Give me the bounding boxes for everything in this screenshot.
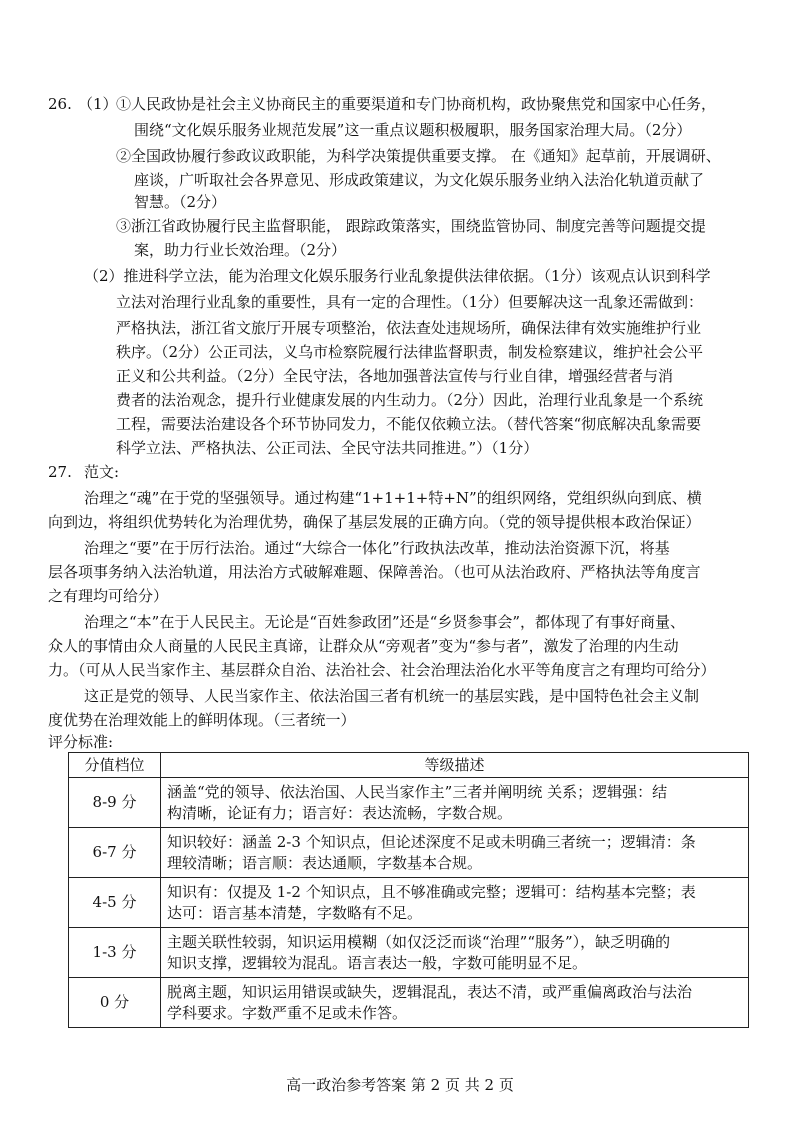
- q26-2-line1: （2）推进科学立法，能为治理文化娱乐服务行业乱象提供法律依据。（1分）该观点认识到科学: [84, 267, 711, 285]
- q26-2-line3: 严格执法，浙江省文旅厅开展专项整治，依法查处违规场所，确保法律有效实施维护行业: [116, 319, 702, 337]
- table-row: [69, 778, 749, 828]
- q27-para3-line1: 治理之“本”在于人民民主。无论是“百姓参政团”还是“乡贤参事会”，都体现了有事好商量、: [84, 613, 686, 631]
- q27-para2-line3: 之有理均可给分）: [48, 587, 169, 605]
- table-row: [69, 828, 749, 878]
- desc-cell: [161, 878, 749, 928]
- desc-line: 主题关联性较弱，知识运用模糊（如仅泛泛而谈“治理”“服务”），缺乏明确的: [167, 932, 671, 951]
- score-cell: 6-7 分: [69, 828, 161, 878]
- q27-para2-line1: 治理之“要”在于厉行法治。通过“大综合一体化”行政执法改革，推动法治资源下沉，将基: [84, 539, 670, 557]
- q26-2-line5: 正义和公共利益。（2分）全民守法，各地加强普法宣传与行业自律，增强经营者与消: [116, 367, 674, 385]
- scoring-table: [68, 752, 749, 1028]
- q26-1-item3-line2: 案，助力行业长效治理。（2分）: [134, 241, 347, 259]
- q27-heading: 范文:: [84, 463, 120, 481]
- q26-1-item2-line2: 座谈，广听取社会各界意见、形成政策建议，为文化娱乐服务业纳入法治化轨道贡献了: [134, 171, 705, 189]
- desc-cell: [161, 778, 749, 828]
- q26-1-item3-line1: ③浙江省政协履行民主监督职能， 跟踪政策落实，围绕监管协同、制度完善等问题提交提: [116, 217, 706, 235]
- q26-2-line7: 工程，需要法治建设各个环节协同发力，不能仅依赖立法。（替代答案“彻底解决乱象需要: [116, 415, 702, 433]
- desc-line: 构清晰，论证有力；语言好：表达流畅，字数合规。: [167, 803, 513, 822]
- q27-para3-line3: 力。（可从人民当家作主、基层群众自治、法治社会、社会治理法治化水平等角度言之有理均可给分）: [48, 661, 716, 679]
- table-header-score: 分值档位: [69, 753, 161, 778]
- q26-part1-label: （1）: [78, 95, 118, 113]
- q27-para3-line2: 众人的事情由众人商量的人民民主真谛，让群众从“旁观者”变为“参与者”，激发了治理的内生动: [48, 637, 679, 655]
- table-row: [69, 928, 749, 978]
- desc-line: 学科要求。字数严重不足或未作答。: [167, 1003, 408, 1022]
- score-cell: 8-9 分: [69, 778, 161, 828]
- q27-para1-line1: 治理之“魂”在于党的坚强领导。通过构建“1+1+1+特+N”的组织网络，党组织纵向到底、横: [84, 489, 702, 507]
- page-footer: 高一政治参考答案 第 2 页 共 2 页: [286, 1076, 514, 1094]
- q26-2-line6: 费者的法治观念，提升行业健康发展的内生动力。（2分）因此，治理行业乱象是一个系统: [116, 391, 704, 409]
- q27-number: 27.: [48, 463, 72, 481]
- q27-para4-line2: 度优势在治理效能上的鲜明体现。（三者统一）: [48, 711, 356, 729]
- q26-2-line2: 立法对治理行业乱象的重要性，具有一定的合理性。（1分）但要解决这一乱象还需做到：: [116, 293, 704, 311]
- table-row: [69, 978, 749, 1028]
- desc-line: 知识较好：涵盖 2-3 个知识点，但论述深度不足或未明确三者统一；逻辑清：条: [167, 832, 696, 851]
- q27-para1-line2: 向到边，将组织优势转化为治理优势，确保了基层发展的正确方向。（党的领导提供根本政治保证）: [48, 513, 701, 531]
- table-header-row: [69, 753, 749, 778]
- q26-2-line4: 秩序。（2分）公正司法，义乌市检察院履行法律监督职责，制发检察建议，维护社会公平: [116, 343, 704, 361]
- table-row: [69, 878, 749, 928]
- q26-number: 26.: [48, 95, 72, 113]
- desc-cell: [161, 828, 749, 878]
- score-cell: 1-3 分: [69, 928, 161, 978]
- score-cell: 4-5 分: [69, 878, 161, 928]
- desc-line: 理较清晰；语言顺：表达通顺，字数基本合规。: [167, 853, 483, 872]
- desc-cell: [161, 928, 749, 978]
- desc-line: 达可：语言基本清楚，字数略有不足。: [167, 903, 423, 922]
- desc-cell: [161, 978, 749, 1028]
- q26-1-item2-line1: ②全国政协履行参政议政职能，为科学决策提供重要支撑。 在《通知》起草前，开展调研、: [116, 147, 721, 165]
- desc-line: 涵盖“党的领导、依法治国、人民当家作主”三者并阐明统 关系；逻辑强：结: [167, 782, 668, 801]
- q26-2-line8: 科学立法、严格执法、公正司法、全民守法共同推进。”）（1分）: [116, 439, 539, 457]
- q27-para4-line1: 这正是党的领导、人民当家作主、依法治国三者有机统一的基层实践，是中国特色社会主义制: [84, 687, 700, 705]
- q27-para2-line2: 层各项事务纳入法治轨道，用法治方式破解难题、保障善治。（也可从法治政府、严格执法等角度言: [48, 563, 701, 581]
- desc-line: 脱离主题，知识运用错误或缺失，逻辑混乱，表达不清，或严重偏离政治与法治: [167, 982, 693, 1001]
- table-header-desc: 等级描述: [161, 753, 749, 778]
- q26-1-item2-line3: 智慧。（2分）: [134, 193, 227, 211]
- score-cell: 0 分: [69, 978, 161, 1028]
- rubric-title: 评分标准:: [48, 733, 114, 751]
- desc-line: 知识支撑，逻辑较为混乱。语言表达一般，字数可能明显不足。: [167, 953, 588, 972]
- desc-line: 知识有：仅提及 1-2 个知识点，且不够准确或完整；逻辑可：结构基本完整；表: [167, 882, 696, 901]
- q26-1-item1-line2: 围绕“文化娱乐服务业规范发展”这一重点议题积极履职，服务国家治理大局。（2分）: [134, 121, 692, 139]
- q26-1-item1-line1: ①人民政协是社会主义协商民主的重要渠道和专门协商机构，政协聚焦党和国家中心任务，: [116, 95, 717, 113]
